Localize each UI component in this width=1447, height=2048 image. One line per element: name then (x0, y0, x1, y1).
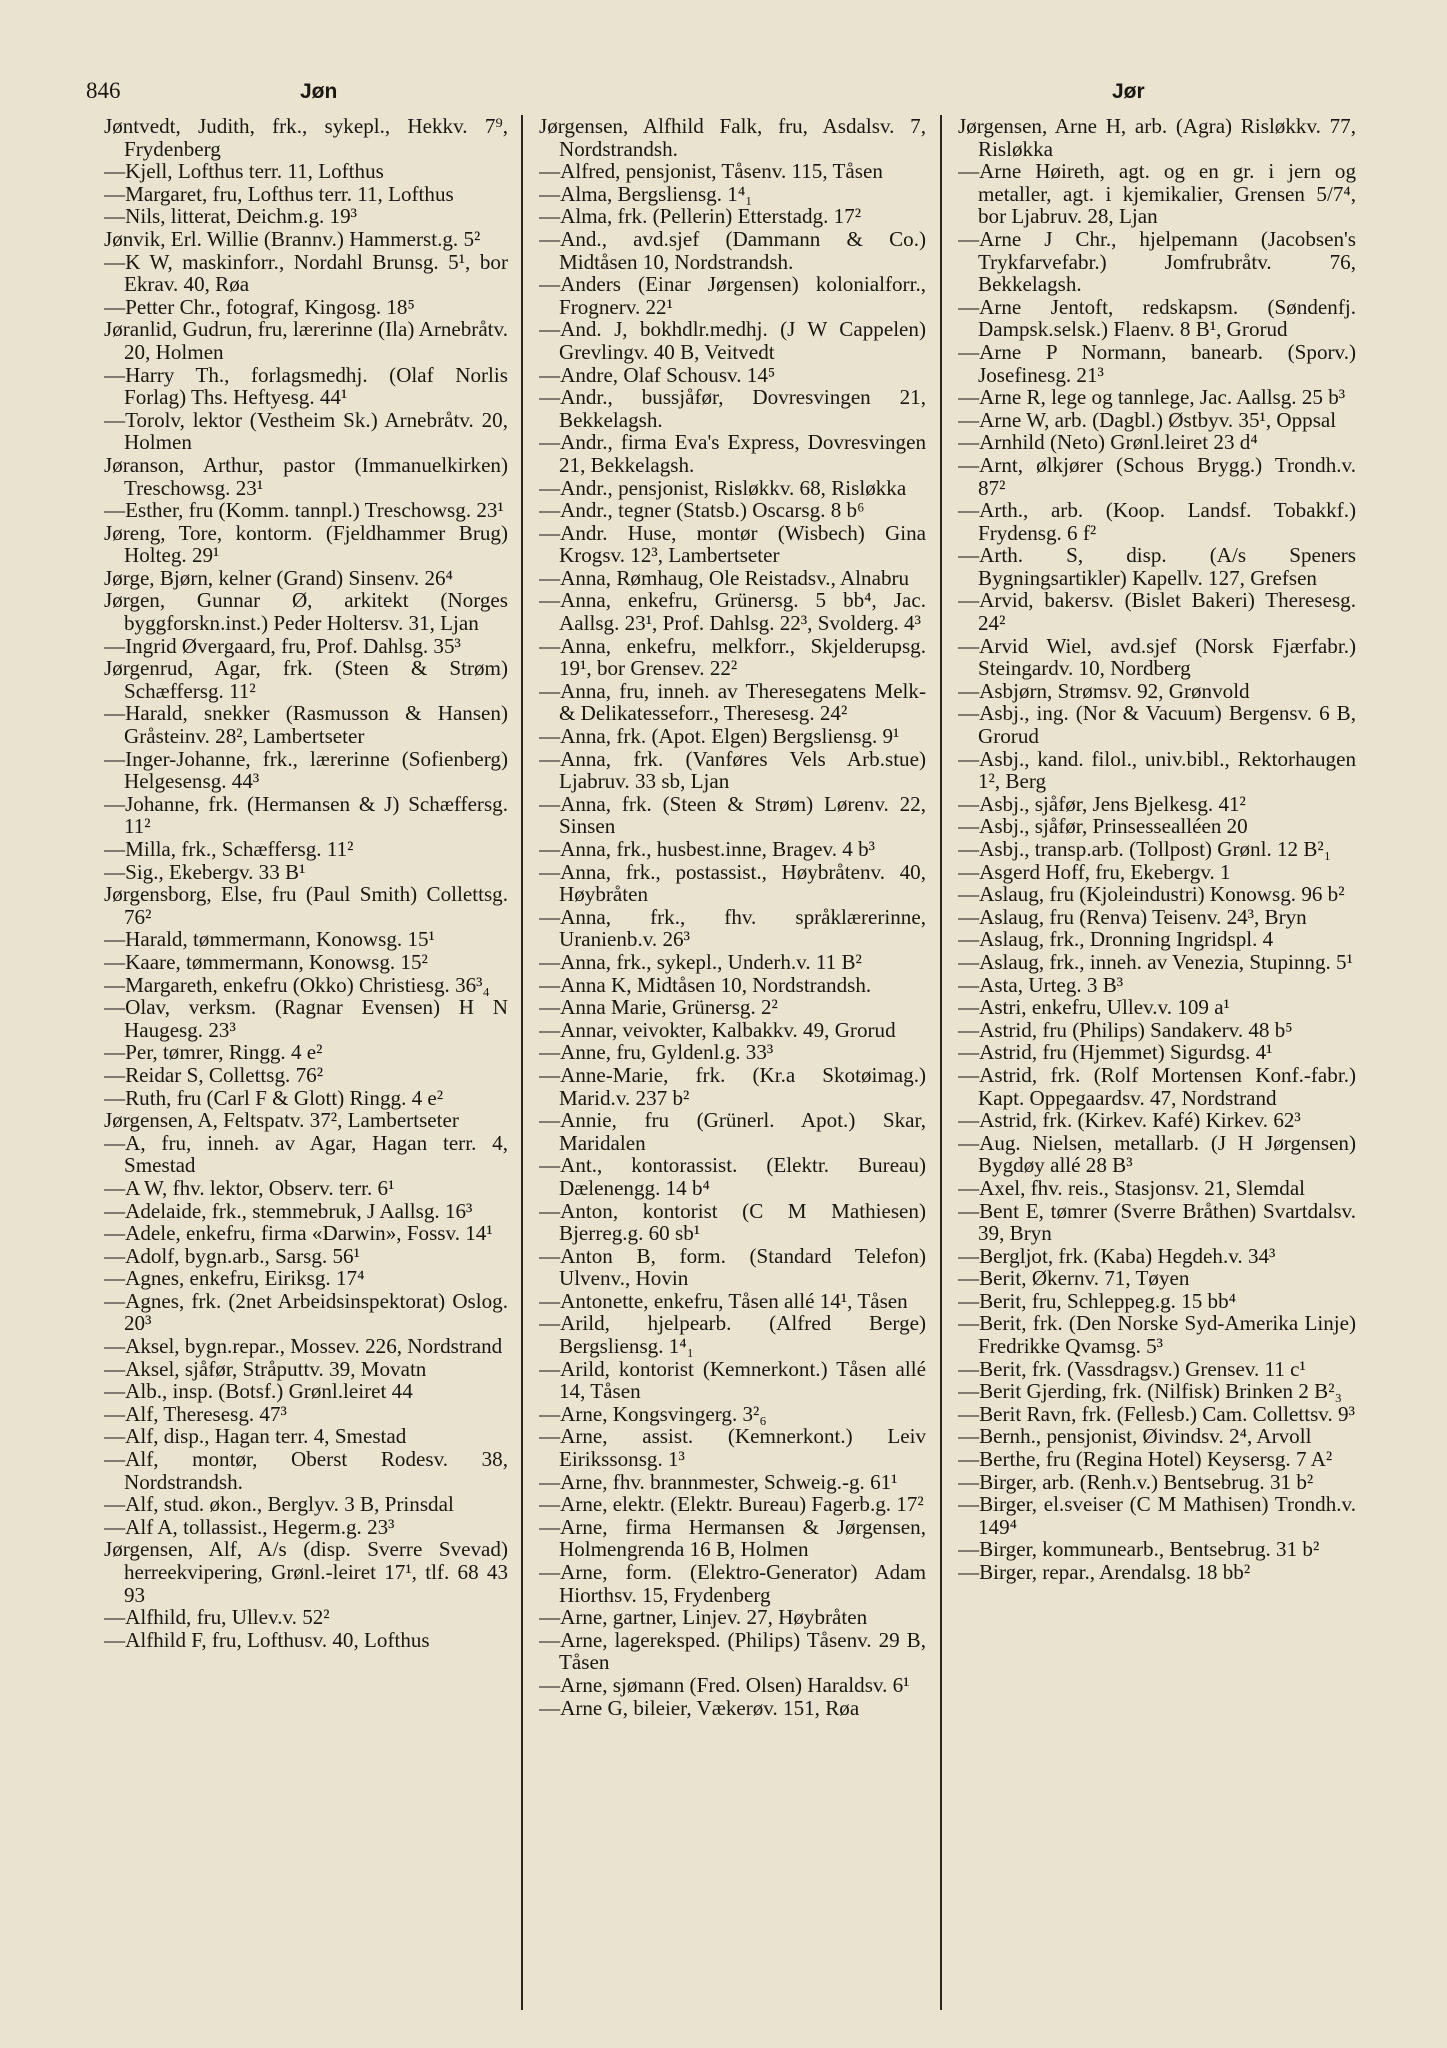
directory-entry: —Inger-Johanne, frk., lærerinne (Sofienberg) Helgesensg. 44³ (104, 746, 508, 794)
directory-entry: —Alfred, pensjonist, Tåsenv. 115, Tåsen (539, 159, 883, 184)
directory-entry: —Aslaug, fru (Kjoleindustri) Konowsg. 96 b² (958, 882, 1345, 907)
directory-entry: —Arild, hjelpearb. (Alfred Berge) Bergsliensg. 1⁴₁ (539, 1311, 926, 1359)
directory-entry: —Ingrid Øvergaard, fru, Prof. Dahlsg. 35³ (104, 633, 461, 658)
directory-entry: —Arvid Wiel, avd.sjef (Norsk Fjærfabr.) Steingardv. 10, Nordberg (958, 633, 1356, 681)
directory-entry: —Harald, snekker (Rasmusson & Hansen) Gråsteinv. 28², Lambertseter (104, 701, 508, 749)
directory-entry: —Anna, frk. (Vanføres Vels Arb.stue) Ljabruv. 33 sb, Ljan (539, 746, 926, 794)
directory-entry: —Birger, kommunearb., Bentsebrug. 31 b² (958, 1537, 1320, 1562)
directory-entry: —Andr. Huse, montør (Wisbech) Gina Krogsv. 12³, Lambertseter (539, 520, 926, 568)
directory-entry: —Harald, tømmermann, Konowsg. 15¹ (104, 927, 435, 952)
directory-entry: —Berit, frk. (Den Norske Syd-Amerika Linje) Fredrikke Qvamsg. 5³ (958, 1311, 1356, 1359)
directory-entry: —Arne, gartner, Linjev. 27, Høybråten (539, 1605, 868, 1630)
directory-entry: Jørgenrud, Agar, frk. (Steen & Strøm) Schæffersg. 11² (104, 656, 508, 703)
directory-entry: —Asbj., transp.arb. (Tollpost) Grønl. 12 B²₁ (958, 837, 1332, 861)
directory-entry: —Anna, frk. (Steen & Strøm) Lørenv. 22, Sinsen (539, 791, 926, 839)
directory-entry: —Aslaug, fru (Renva) Teisenv. 24³, Bryn (958, 904, 1307, 929)
directory-entry: —And. J, bokhdlr.medhj. (J W Cappelen) Grevlingv. 40 B, Veitvedt (539, 317, 926, 364)
directory-entry: —Nils, litterat, Deichm.g. 19³ (104, 204, 357, 229)
directory-entry: —Andr., pensjonist, Risløkkv. 68, Risløkka (539, 475, 907, 500)
directory-entry: —Anna Marie, Grünersg. 2² (539, 995, 778, 1020)
directory-entry: —Birger, repar., Arendalsg. 18 bb² (958, 1560, 1251, 1584)
directory-entry: —Alf, montør, Oberst Rodesv. 38, Nordstrandsh. (104, 1447, 508, 1494)
directory-entry: —Anne-Marie, frk. (Kr.a Skotøimag.) Marid.v. 237 b² (539, 1062, 926, 1110)
directory-entry: —Astrid, fru (Philips) Sandakerv. 48 b⁵ (958, 1017, 1293, 1042)
directory-entry: —Anna, frk., fhv. språklærerinne, Uranienb.v. 26³ (539, 904, 926, 952)
directory-entry: —Aksel, bygn.repar., Mossev. 226, Nordstrand (104, 1334, 503, 1359)
directory-entry: —And., avd.sjef (Dammann & Co.) Midtåsen 10, Nordstrandsh. (539, 226, 926, 274)
directory-entry: —Anton, kontorist (C M Mathiesen) Bjerreg.g. 60 sb¹ (539, 1198, 926, 1246)
directory-entry: —Arne, firma Hermansen & Jørgensen, Holmengrenda 16 B, Holmen (539, 1514, 926, 1562)
directory-entry: —Andr., bussjåfør, Dovresvingen 21, Bekkelagsh. (539, 385, 926, 432)
directory-entry: Jørge, Bjørn, kelner (Grand) Sinsenv. 26⁴ (104, 565, 453, 590)
directory-entry: —Arne, sjømann (Fred. Olsen) Haraldsv. 6¹ (539, 1672, 910, 1697)
directory-entry: —Arne Jentoft, redskapsm. (Søndenfj. Dampsk.selsk.) Flaenv. 8 B¹, Grorud (958, 294, 1356, 342)
directory-entry: —A W, fhv. lektor, Observ. terr. 6¹ (104, 1175, 395, 1200)
directory-entry: —Arild, kontorist (Kemnerkont.) Tåsen allé 14, Tåsen (539, 1356, 926, 1404)
directory-entry: —Arne, Kongsvingerg. 3²₆ (539, 1401, 767, 1426)
directory-entry: —Margaret, fru, Lofthus terr. 11, Lofthus (104, 181, 454, 206)
directory-entry: —Petter Chr., fotograf, Kingosg. 18⁵ (104, 294, 415, 319)
directory-entry: —Anna, fru, inneh. av Theresegatens Melk-& Delikatesseforr., Theresesg. 24² (539, 678, 926, 726)
header-keyword-left: Jøn (300, 80, 338, 103)
directory-entry: Jørgensen, Alfhild Falk, fru, Asdalsv. 7, Nordstrandsh. (539, 115, 926, 161)
directory-entry: —Birger, arb. (Renh.v.) Bentsebrug. 31 b² (958, 1469, 1314, 1494)
directory-entry: —Birger, el.sveiser (C M Mathisen) Trondh.v. 149⁴ (958, 1492, 1356, 1539)
directory-entry: —Arth. S, disp. (A/s Speners Bygningsartikler) Kapellv. 127, Grefsen (958, 543, 1356, 590)
page-header (0, 78, 1447, 112)
directory-entry: —Astri, enkefru, Ullev.v. 109 a¹ (958, 995, 1230, 1020)
directory-entry: —Berit, frk. (Vassdragsv.) Grensev. 11 c¹ (958, 1356, 1306, 1381)
directory-entry: —Alma, Bergsliensg. 1⁴₁ (539, 181, 753, 206)
directory-entry: —Adelaide, frk., stemmebruk, J Aallsg. 16³ (104, 1198, 473, 1223)
directory-entry: —Harry Th., forlagsmedhj. (Olaf Norlis Forlag) Ths. Heftyesg. 44¹ (104, 362, 508, 410)
directory-entry: —Torolv, lektor (Vestheim Sk.) Arnebråtv. 20, Holmen (104, 407, 508, 455)
directory-entry: —Annie, fru (Grünerl. Apot.) Skar, Maridalen (539, 1108, 926, 1155)
directory-entry: —Andr., firma Eva's Express, Dovresvingen 21, Bekkelagsh. (539, 430, 926, 477)
directory-entry: —Asbjørn, Strømsv. 92, Grønvold (958, 678, 1250, 703)
directory-entry: —Asbj., kand. filol., univ.bibl., Rektorhaugen 1², Berg (958, 746, 1356, 794)
directory-entry: —Asbj., sjåfør, Prinsessealléen 20 (958, 814, 1248, 839)
directory-entry: —Arnhild (Neto) Grønl.leiret 23 d⁴ (958, 430, 1258, 455)
directory-entry: —A, fru, inneh. av Agar, Hagan terr. 4, Smestad (104, 1130, 508, 1178)
directory-entry: —Alma, frk. (Pellerin) Etterstadg. 17² (539, 204, 862, 229)
directory-entry: Jøranlid, Gudrun, fru, lærerinne (Ila) Arnebråtv. 20, Holmen (104, 317, 508, 364)
directory-entry: Jørgen, Gunnar Ø, arkitekt (Norges byggforskn.inst.) Peder Holtersv. 31, Ljan (104, 588, 508, 636)
directory-entry: Jørgensborg, Else, fru (Paul Smith) Collettsg. 76² (104, 882, 508, 929)
directory-entry: —Astrid, frk. (Kirkev. Kafé) Kirkev. 62³ (958, 1108, 1301, 1133)
directory-entry: —Bent E, tømrer (Sverre Bråthen) Svartdalsv. 39, Bryn (958, 1198, 1356, 1246)
directory-entry: —Arne R, lege og tannlege, Jac. Aallsg. 25 b³ (958, 385, 1346, 410)
directory-entry: Jøreng, Tore, kontorm. (Fjeldhammer Brug) Holteg. 29¹ (104, 520, 508, 568)
directory-entry: —Arth., arb. (Koop. Landsf. Tobakkf.) Frydensg. 6 f² (958, 498, 1356, 545)
column-divider (521, 115, 523, 2010)
directory-entry: —Asbj., ing. (Nor & Vacuum) Bergensv. 6 B, Grorud (958, 701, 1356, 749)
directory-entry: —Alf, disp., Hagan terr. 4, Smestad (104, 1424, 407, 1449)
directory-entry: —Esther, fru (Komm. tannpl.) Treschowsg. 23¹ (104, 498, 504, 523)
directory-entry: —Alf A, tollassist., Hegerm.g. 23³ (104, 1514, 395, 1539)
directory-entry: —Kaare, tømmermann, Konowsg. 15² (104, 949, 428, 974)
directory-entry: —Alfhild F, fru, Lofthusv. 40, Lofthus (104, 1627, 430, 1652)
directory-entry: —Alfhild, fru, Ullev.v. 52² (104, 1605, 330, 1630)
directory-entry: —Arne P Normann, banearb. (Sporv.) Josefinesg. 21³ (958, 339, 1356, 387)
directory-entry: —Arne G, bileier, Vækerøv. 151, Røa (539, 1695, 860, 1720)
directory-entry: —Alf, Theresesg. 47³ (104, 1401, 287, 1426)
directory-entry: —Axel, fhv. reis., Stasjonsv. 21, Slemdal (958, 1175, 1306, 1200)
directory-entry: —Margareth, enkefru (Okko) Christiesg. 36³₄ (104, 972, 490, 997)
directory-entry: —Asbj., sjåfør, Jens Bjelkesg. 41² (958, 791, 1246, 816)
directory-entry: —Asta, Urteg. 3 B³ (958, 972, 1124, 997)
directory-entry: —Arnt, ølkjører (Schous Brygg.) Trondh.v. 87² (958, 452, 1356, 500)
directory-entry: —Anna, frk., husbest.inne, Bragev. 4 b³ (539, 837, 875, 861)
directory-entry: —Anna, frk., sykepl., Underh.v. 11 B² (539, 949, 862, 974)
directory-entry: —Aug. Nielsen, metallarb. (J H Jørgensen) Bygdøy allé 28 B³ (958, 1130, 1356, 1178)
directory-entry: Jøntvedt, Judith, frk., sykepl., Hekkv. 7⁹, Frydenberg (104, 115, 508, 161)
directory-entry: —Anna, frk., postassist., Høybråtenv. 40, Høybråten (539, 859, 926, 907)
directory-entry: —Astrid, fru (Hjemmet) Sigurdsg. 4¹ (958, 1040, 1273, 1065)
directory-entry: —Aksel, sjåfør, Stråputtv. 39, Movatn (104, 1356, 427, 1381)
directory-entry: —Aslaug, frk., Dronning Ingridspl. 4 (958, 927, 1274, 952)
directory-entry: —Alb., insp. (Botsf.) Grønl.leiret 44 (104, 1379, 413, 1404)
page-number: 846 (86, 78, 121, 103)
directory-entry: —Annar, veivokter, Kalbakkv. 49, Grorud (539, 1017, 896, 1042)
directory-entry: —Berthe, fru (Regina Hotel) Keysersg. 7 A² (958, 1447, 1333, 1472)
column-divider (940, 115, 942, 2010)
directory-entry: —Berit, Økernv. 71, Tøyen (958, 1266, 1190, 1291)
directory-entry: —Anne, fru, Gyldenl.g. 33³ (539, 1040, 774, 1065)
directory-entry: —Reidar S, Collettsg. 76² (104, 1062, 324, 1087)
directory-entry: —Andr., tegner (Statsb.) Oscarsg. 8 b⁶ (539, 498, 865, 523)
directory-entry: —Arne W, arb. (Dagbl.) Østbyv. 35¹, Oppsal (958, 407, 1337, 432)
directory-entry: —Astrid, frk. (Rolf Mortensen Konf.-fabr.) Kapt. Oppegaardsv. 47, Nordstrand (958, 1062, 1356, 1110)
directory-entry: —Arne, elektr. (Elektr. Bureau) Fagerb.g. 17² (539, 1492, 924, 1517)
directory-entry: —Arne, assist. (Kemnerkont.) Leiv Eirikssonsg. 1³ (539, 1424, 926, 1472)
directory-entry: —Agnes, enkefru, Eiriksg. 17⁴ (104, 1266, 365, 1291)
directory-entry: —Aslaug, frk., inneh. av Venezia, Stupinng. 5¹ (958, 949, 1353, 974)
directory-entry: —Kjell, Lofthus terr. 11, Lofthus (104, 159, 384, 184)
directory-entry: —Anna, Rømhaug, Ole Reistadsv., Alnabru (539, 565, 910, 590)
header-keyword-right: Jør (1112, 80, 1145, 103)
directory-entry: —Sig., Ekebergv. 33 B¹ (104, 859, 306, 884)
directory-entry: —K W, maskinforr., Nordahl Brunsg. 5¹, bor Ekrav. 40, Røa (104, 249, 508, 297)
directory-entry: —Bernh., pensjonist, Øivindsv. 2⁴, Arvoll (958, 1424, 1312, 1449)
column-right (958, 115, 1356, 2015)
directory-entry: —Bergljot, frk. (Kaba) Hegdeh.v. 34³ (958, 1243, 1276, 1268)
directory-entry: —Arne, form. (Elektro-Generator) Adam Hiorthsv. 15, Frydenberg (539, 1560, 926, 1607)
directory-entry: —Arne, fhv. brannmester, Schweig.-g. 61¹ (539, 1469, 898, 1494)
directory-entry: —Asgerd Hoff, fru, Ekebergv. 1 (958, 859, 1231, 884)
directory-entry: —Per, tømrer, Ringg. 4 e² (104, 1040, 323, 1065)
directory-entry: —Arne Høireth, agt. og en gr. i jern og metaller, agt. i kjemikalier, Grensen 5/7⁴, bor Ljabruv. 28, Ljan (958, 159, 1356, 229)
directory-entry: —Arne, lagereksped. (Philips) Tåsenv. 29 B, Tåsen (539, 1627, 926, 1675)
directory-entry: —Berit, fru, Schleppeg.g. 15 bb⁴ (958, 1288, 1237, 1313)
directory-entry: Jørgensen, A, Feltspatv. 37², Lambertseter (104, 1108, 459, 1133)
directory-entry: Jønvik, Erl. Willie (Brannv.) Hammerst.g. 5² (104, 226, 481, 251)
directory-entry: —Anna, enkefru, melkforr., Skjelderupsg. 19¹, bor Grensev. 22² (539, 633, 926, 681)
directory-entry: —Antonette, enkefru, Tåsen allé 14¹, Tåsen (539, 1288, 908, 1313)
directory-entry: —Adele, enkefru, firma «Darwin», Fossv. 14¹ (104, 1221, 493, 1246)
column-middle (539, 115, 926, 2015)
directory-entry: —Anna, enkefru, Grünersg. 5 bb⁴, Jac. Aallsg. 23¹, Prof. Dahlsg. 22³, Svolderg. 4³ (539, 588, 926, 636)
directory-entry: Jøranson, Arthur, pastor (Immanuelkirken) Treschowsg. 23¹ (104, 452, 508, 500)
directory-entry: —Anders (Einar Jørgensen) kolonialforr., Frognerv. 22¹ (539, 272, 926, 319)
directory-entry: —Arne J Chr., hjelpemann (Jacobsen's Trykfarvefabr.) Jomfrubråtv. 76, Bekkelagsh. (958, 226, 1356, 297)
directory-entry: Jørgensen, Arne H, arb. (Agra) Risløkkv. 77, Risløkka (958, 115, 1356, 161)
directory-entry: —Anna K, Midtåsen 10, Nordstrandsh. (539, 972, 872, 997)
directory-entry: —Berit Ravn, frk. (Fellesb.) Cam. Collettsv. 9³ (958, 1401, 1355, 1426)
directory-entry: —Ruth, fru (Carl F & Glott) Ringg. 4 e² (104, 1085, 444, 1110)
directory-entry: —Olav, verksm. (Ragnar Evensen) H N Haugesg. 23³ (104, 995, 508, 1042)
column-left (104, 115, 508, 2015)
directory-entry: —Milla, frk., Schæffersg. 11² (104, 837, 354, 861)
directory-entry: —Anton B, form. (Standard Telefon) Ulvenv., Hovin (539, 1243, 926, 1291)
directory-entry: Jørgensen, Alf, A/s (disp. Sverre Svevad) herreekvipering, Grønl.-leiret 17¹, tlf. 68 43 93 (104, 1537, 508, 1607)
directory-entry: —Anna, frk. (Apot. Elgen) Bergsliensg. 9¹ (539, 724, 900, 749)
directory-entry: —Arvid, bakersv. (Bislet Bakeri) Theresesg. 24² (958, 588, 1356, 636)
directory-entry: —Johanne, frk. (Hermansen & J) Schæffersg. 11² (104, 791, 508, 839)
directory-entry: —Adolf, bygn.arb., Sarsg. 56¹ (104, 1243, 360, 1268)
directory-entry: —Berit Gjerding, frk. (Nilfisk) Brinken 2 B²₃ (958, 1379, 1342, 1404)
directory-entry: —Ant., kontorassist. (Elektr. Bureau) Dælenengg. 14 b⁴ (539, 1153, 926, 1200)
directory-entry: —Andre, Olaf Schousv. 14⁵ (539, 362, 776, 387)
directory-entry: —Agnes, frk. (2net Arbeidsinspektorat) Oslog. 20³ (104, 1288, 508, 1336)
directory-entry: —Alf, stud. økon., Berglyv. 3 B, Prinsdal (104, 1492, 454, 1517)
